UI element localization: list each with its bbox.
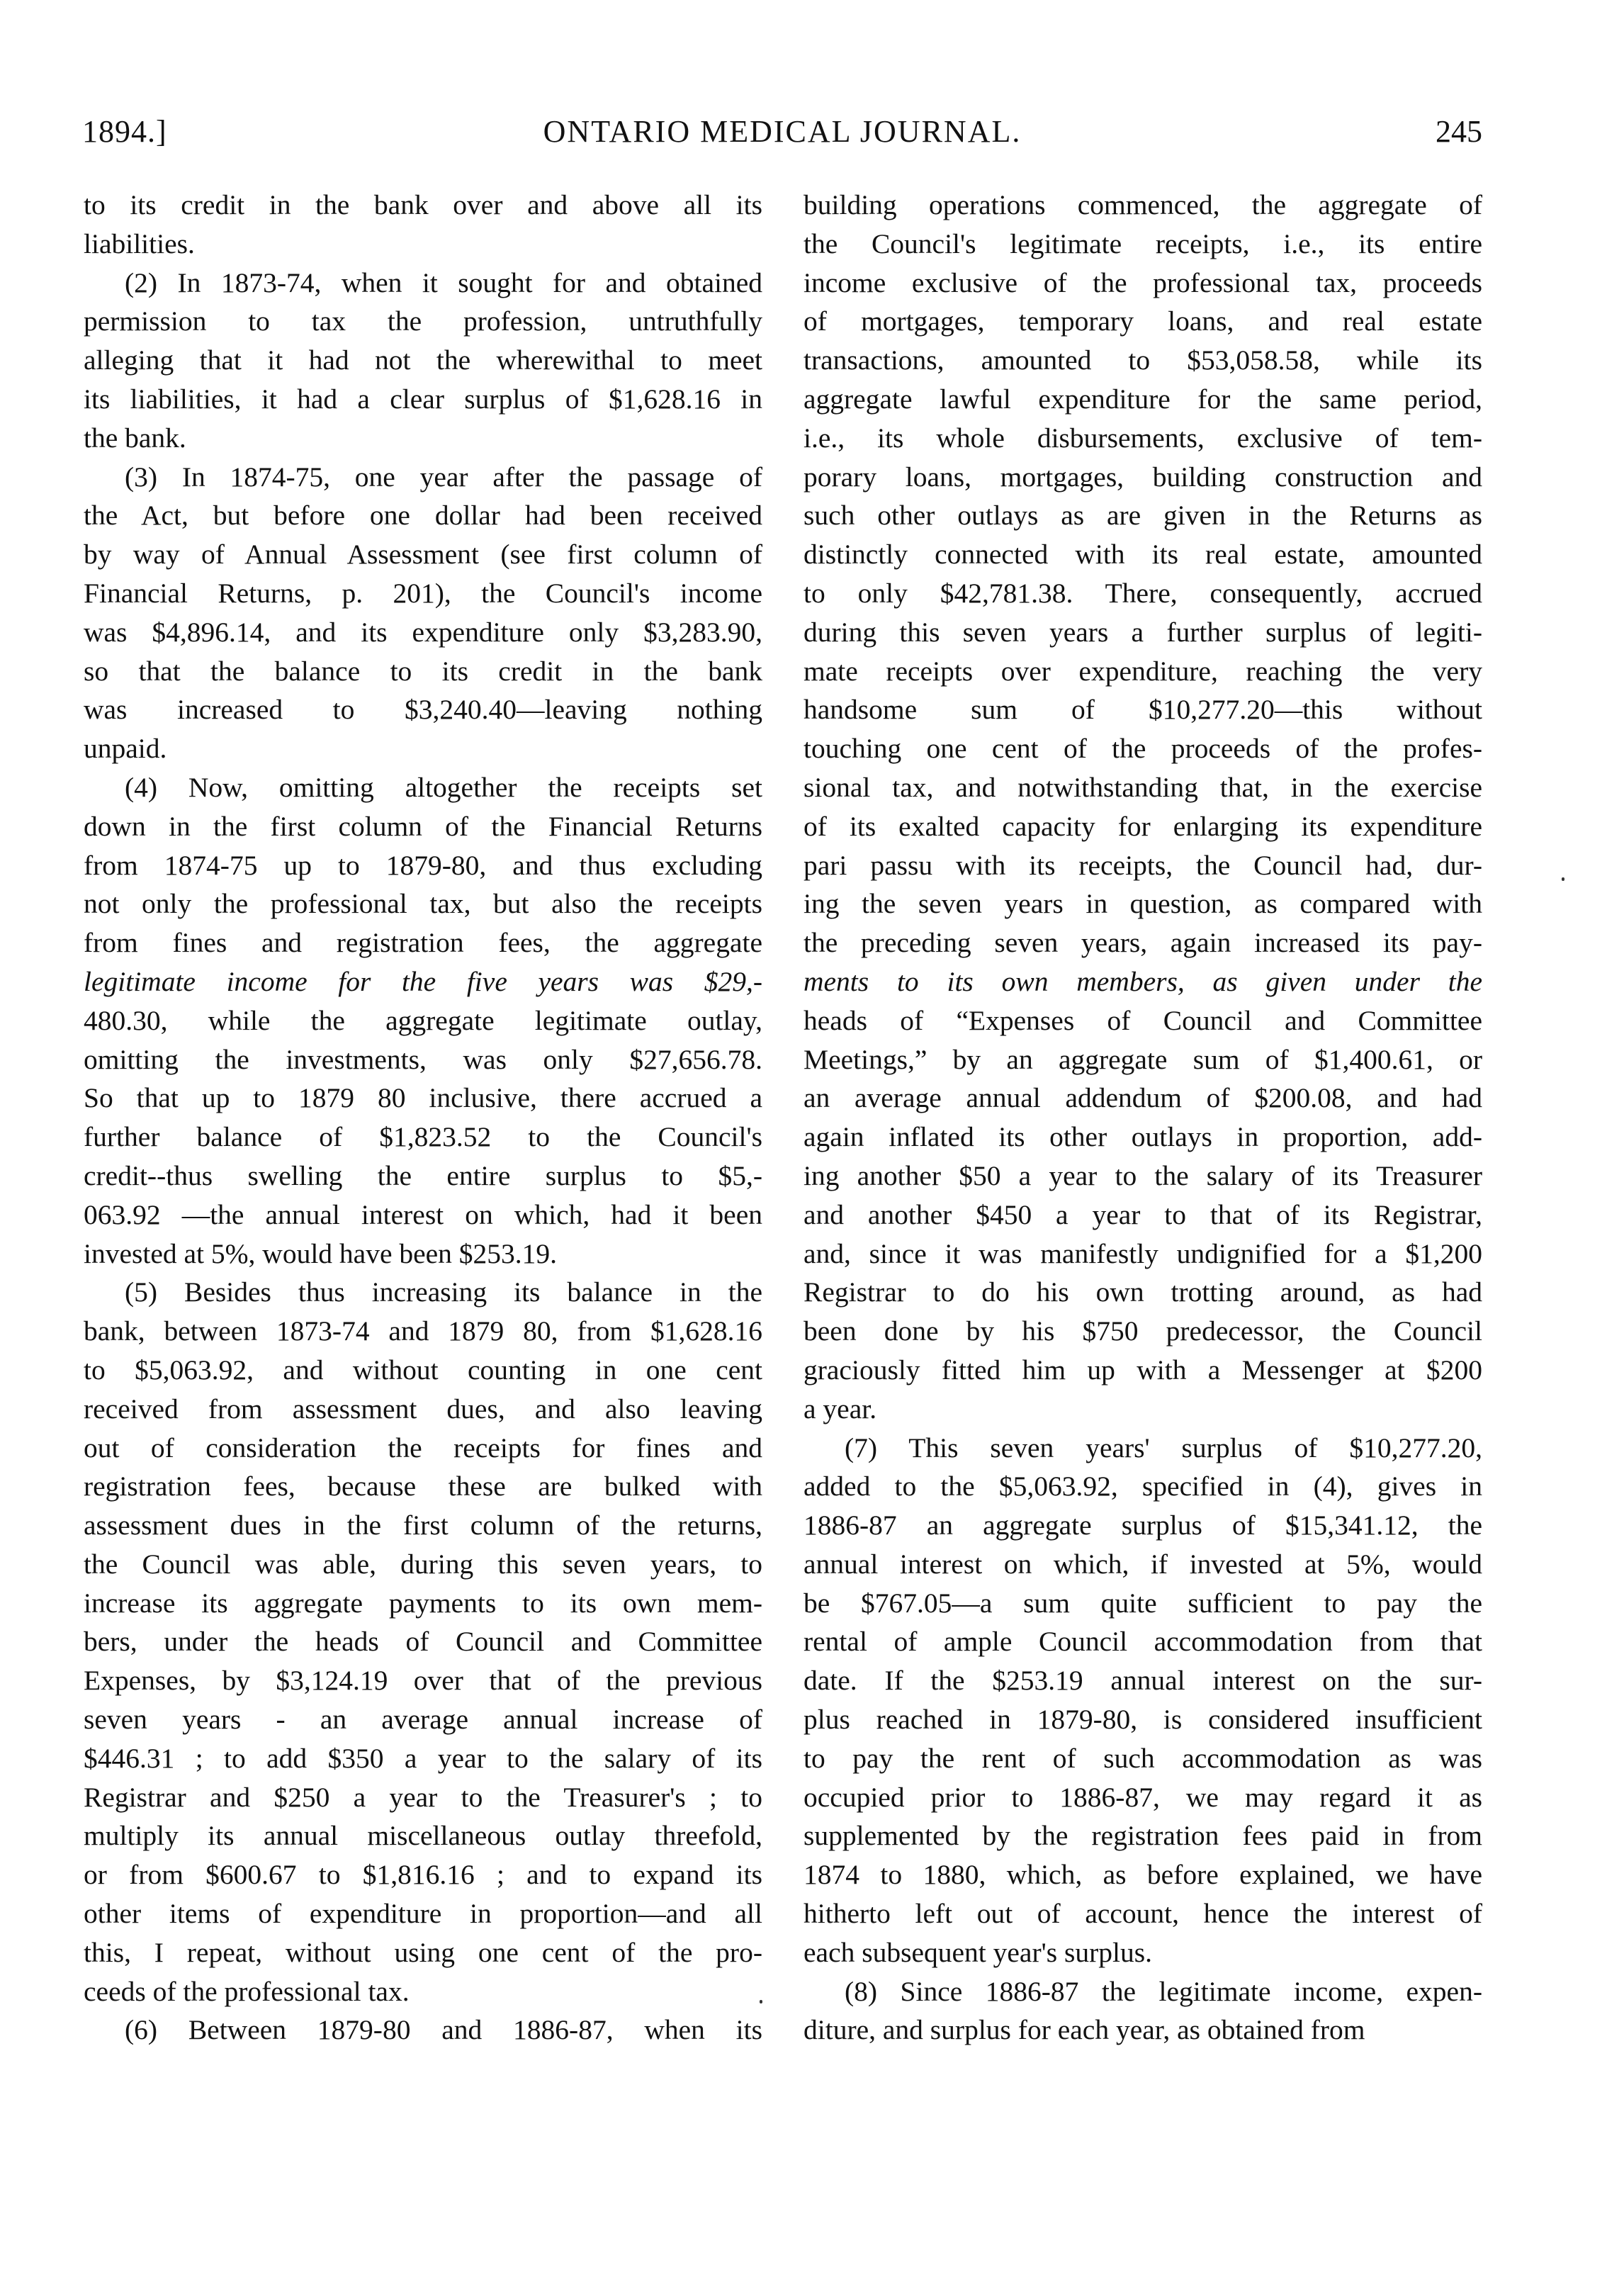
text-line: the preceding seven years, again increased its pay- (803, 927, 1482, 959)
paragraph-4-start: (4) Now, omitting altogether the receipts set (125, 771, 762, 803)
paragraph-7-start: (7) This seven years' surplus of $10,277.20, (845, 1432, 1482, 1463)
text-line: handsome sum of $10,277.20—this without (803, 694, 1482, 726)
text-line: added to the $5,063.92, specified in (4), gives in (803, 1471, 1482, 1502)
text-line: $446.31 ; to add $350 a year to the salary of its (84, 1742, 762, 1774)
text-line: distinctly connected with its real estate, amounted (803, 539, 1482, 570)
text-line: Expenses, by $3,124.19 over that of the previous (84, 1665, 762, 1697)
text-line: occupied prior to 1886-87, we may regard it as (803, 1781, 1482, 1813)
text-line: to its credit in the bank over and above all its (84, 189, 762, 220)
text-line: and, since it was manifestly undignified for a $1,200 (803, 1237, 1482, 1269)
text-line: aggregate lawful expenditure for the same period, (803, 383, 1482, 415)
paragraph-2-start: (2) In 1873-74, when it sought for and obtained (125, 266, 762, 298)
text-line: alleging that it had not the wherewithal to meet (84, 344, 762, 376)
text-line: other items of expenditure in proportion—and all (84, 1898, 762, 1930)
text-line: from 1874-75 up to 1879-80, and thus excluding (84, 849, 762, 881)
text-line: liabilities. (84, 227, 195, 259)
text-line: by way of Annual Assessment (see first column of (84, 539, 762, 570)
text-line: Financial Returns, p. 201), the Council's income (84, 577, 762, 609)
text-line: to $5,063.92, and without counting in one cent (84, 1354, 762, 1386)
text-line: a year. (803, 1393, 877, 1424)
text-line: credit--thus swelling the entire surplus to $5,- (84, 1159, 762, 1191)
text-line: to pay the rent of such accommodation as was (803, 1742, 1482, 1774)
text-line: and another $450 a year to that of its Registrar, (803, 1198, 1482, 1230)
text-line: pari passu with its receipts, the Council had, dur- (803, 849, 1482, 881)
text-line: plus reached in 1879-80, is considered insufficient (803, 1704, 1482, 1736)
text-line: be $767.05—a sum quite sufficient to pay the (803, 1587, 1482, 1619)
text-line: from fines and registration fees, the aggregate (84, 927, 762, 959)
text-line: its liabilities, it had a clear surplus of $1,628.16 in (84, 383, 762, 415)
text-line: registration fees, because these are bulked with (84, 1471, 762, 1502)
text-line: touching one cent of the proceeds of the profes- (803, 733, 1482, 765)
text-line: invested at 5%, would have been $253.19. (84, 1237, 558, 1269)
text-line: was increased to $3,240.40—leaving nothing (84, 694, 762, 726)
italic-text-line: ments to its own members, as given under the (803, 965, 1482, 997)
paragraph-5-start: (5) Besides thus increasing its balance in the (125, 1276, 762, 1308)
text-line: So that up to 1879 80 inclusive, there accrued a (84, 1082, 762, 1114)
paragraph-8-start: (8) Since 1886-87 the legitimate income, expen- (845, 1975, 1482, 2007)
text-line: of its exalted capacity for enlarging its expenditure (803, 810, 1482, 842)
text-line: such other outlays as are given in the Returns as (803, 500, 1482, 532)
text-line: sional tax, and notwithstanding that, in the exercise (803, 771, 1482, 803)
text-line: 063.92 —the annual interest on which, had it been (84, 1198, 762, 1230)
text-line: bers, under the heads of Council and Committee (84, 1626, 762, 1658)
text-line: unpaid. (84, 733, 167, 765)
paragraph-3-start: (3) In 1874-75, one year after the passage of (125, 461, 762, 493)
text-line: further balance of $1,823.52 to the Council's (84, 1121, 762, 1153)
text-line: this, I repeat, without using one cent of the pro- (84, 1936, 762, 1968)
text-line: annual interest on which, if invested at 5%, would (803, 1548, 1482, 1580)
text-line: heads of “Expenses of Council and Committee (803, 1004, 1482, 1036)
scan-speck (1562, 877, 1564, 881)
text-line: the bank. (84, 422, 186, 454)
text-line: supplemented by the registration fees paid in from (803, 1820, 1482, 1852)
text-line: each subsequent year's surplus. (803, 1936, 1152, 1968)
scan-speck (760, 2000, 762, 2003)
text-line: hitherto left out of account, hence the interest of (803, 1898, 1482, 1930)
text-line: graciously fitted him up with a Messenger at $200 (803, 1354, 1482, 1386)
text-line: the Council was able, during this seven years, to (84, 1548, 762, 1580)
text-line: mate receipts over expenditure, reaching the very (803, 655, 1482, 687)
text-line: permission to tax the profession, untruthfully (84, 305, 762, 337)
text-line: to only $42,781.38. There, consequently, accrued (803, 577, 1482, 609)
text-line: Registrar and $250 a year to the Treasurer's ; to (84, 1781, 762, 1813)
italic-text-line: legitimate income for the five years was $29,- (84, 965, 762, 997)
text-line: so that the balance to its credit in the bank (84, 655, 762, 687)
text-line: building operations commenced, the aggregate of (803, 189, 1482, 220)
page-number: 245 (1436, 114, 1482, 149)
text-line: date. If the $253.19 annual interest on the sur- (803, 1665, 1482, 1697)
text-line: or from $600.67 to $1,816.16 ; and to expand its (84, 1859, 762, 1891)
running-header (82, 113, 1482, 163)
text-line: out of consideration the receipts for fines and (84, 1432, 762, 1463)
text-line: ing the seven years in question, as compared with (803, 888, 1482, 920)
header-year: 1894.] (82, 114, 167, 149)
text-line: received from assessment dues, and also leaving (84, 1393, 762, 1424)
text-line: rental of ample Council accommodation from that (803, 1626, 1482, 1658)
text-line: increase its aggregate payments to its own mem- (84, 1587, 762, 1619)
text-line: i.e., its whole disbursements, exclusive of tem- (803, 422, 1482, 454)
text-line: assessment dues in the first column of the returns, (84, 1510, 762, 1541)
text-line: bank, between 1873-74 and 1879 80, from $1,628.16 (84, 1315, 762, 1347)
right-column (803, 186, 1482, 2050)
text-line: ing another $50 a year to the salary of its Treasurer (803, 1159, 1482, 1191)
text-line: seven years - an average annual increase of (84, 1704, 762, 1736)
text-line: again inflated its other outlays in proportion, add- (803, 1121, 1482, 1153)
left-column (84, 186, 762, 2050)
text-line: been done by his $750 predecessor, the Council (803, 1315, 1482, 1347)
text-line: was $4,896.14, and its expenditure only $3,283.90, (84, 616, 762, 648)
text-line: of mortgages, temporary loans, and real estate (803, 305, 1482, 337)
text-line: the Council's legitimate receipts, i.e., its entire (803, 227, 1482, 259)
text-line: not only the professional tax, but also the receipts (84, 888, 762, 920)
text-line: 1886-87 an aggregate surplus of $15,341.12, the (803, 1510, 1482, 1541)
text-line: transactions, amounted to $53,058.58, while its (803, 344, 1482, 376)
text-line: Meetings,” by an aggregate sum of $1,400.61, or (803, 1043, 1482, 1075)
text-line: Registrar to do his own trotting around, as had (803, 1276, 1482, 1308)
text-line: the Act, but before one dollar had been received (84, 500, 762, 532)
journal-title: ONTARIO MEDICAL JOURNAL. (543, 114, 1022, 149)
text-line: during this seven years a further surplus of legiti- (803, 616, 1482, 648)
text-line: ceeds of the professional tax. (84, 1975, 410, 2007)
text-line: income exclusive of the professional tax, proceeds (803, 266, 1482, 298)
text-line: an average annual addendum of $200.08, and had (803, 1082, 1482, 1114)
paragraph-6-start: (6) Between 1879-80 and 1886-87, when its (125, 2014, 762, 2046)
text-line: diture, and surplus for each year, as obtained from (803, 2014, 1365, 2046)
text-line: porary loans, mortgages, building construction and (803, 461, 1482, 493)
text-line: omitting the investments, was only $27,656.78. (84, 1043, 762, 1075)
text-line: multiply its annual miscellaneous outlay threefold, (84, 1820, 762, 1852)
text-line: 1874 to 1880, which, as before explained, we have (803, 1859, 1482, 1891)
text-line: 480.30, while the aggregate legitimate outlay, (84, 1004, 762, 1036)
text-line: down in the first column of the Financial Returns (84, 810, 762, 842)
